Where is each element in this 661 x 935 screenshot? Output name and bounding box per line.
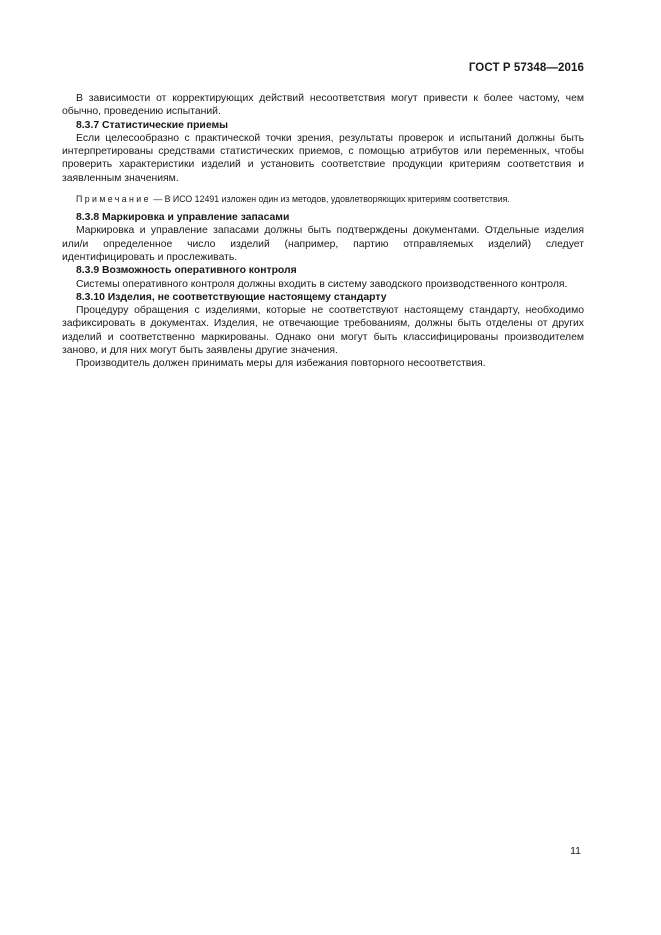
section-paragraph-8-3-10-b: Производитель должен принимать меры для избежания повторного несоответствия. bbox=[76, 358, 486, 370]
page-number: 11 bbox=[570, 845, 581, 857]
document-code: ГОСТ Р 57348—2016 bbox=[468, 62, 584, 74]
section-paragraph-8-3-10-a: Процедуру обращения с изделиями, которые не соответствуют настоящему стандарту, необходимо зафиксировать в документах. Изделия, не отвечающие требованиям, должны быть отделены от других изделий и соответственно маркированы. Однако они могут быть классифицированы производителем заново, и для них могут быть заявлены другие значения. bbox=[62, 305, 584, 357]
section-heading-8-3-8: 8.3.8 Маркировка и управление запасами bbox=[76, 212, 290, 224]
note-text: — В ИСО 12491 изложен один из методов, удовлетворяющих критериям соответствия. bbox=[150, 194, 510, 205]
intro-paragraph: В зависимости от корректирующих действий несоответствия могут привести к более частому, чем обычно, проведению испытаний. bbox=[62, 93, 584, 118]
section-paragraph-8-3-9: Системы оперативного контроля должны входить в систему заводского производственного контроля. bbox=[76, 278, 568, 290]
document-body bbox=[62, 92, 584, 371]
section-heading-8-3-7: 8.3.7 Статистические приемы bbox=[76, 119, 229, 131]
note-label: Примечание bbox=[76, 194, 151, 205]
section-paragraph-8-3-7: Если целесообразно с практической точки зрения, результаты проверок и испытаний должны быть интерпретированы средствами статистических приемов, с помощью атрибутов или переменных, чтобы проверить характеристики изделий и установить соответствие продукции критериям соответствия и заявленным значениям. bbox=[62, 132, 584, 184]
note-paragraph bbox=[62, 193, 584, 205]
section-heading-8-3-10: 8.3.10 Изделия, не соответствующие настоящему стандарту bbox=[76, 291, 387, 303]
section-heading-8-3-9: 8.3.9 Возможность оперативного контроля bbox=[76, 265, 297, 277]
section-paragraph-8-3-8: Маркировка и управление запасами должны быть подтверждены документами. Отдельные изделия или/и определенное число изделий (например, партию отправляемых изделий) следует идентифицировать и прослеживать. bbox=[62, 225, 584, 263]
